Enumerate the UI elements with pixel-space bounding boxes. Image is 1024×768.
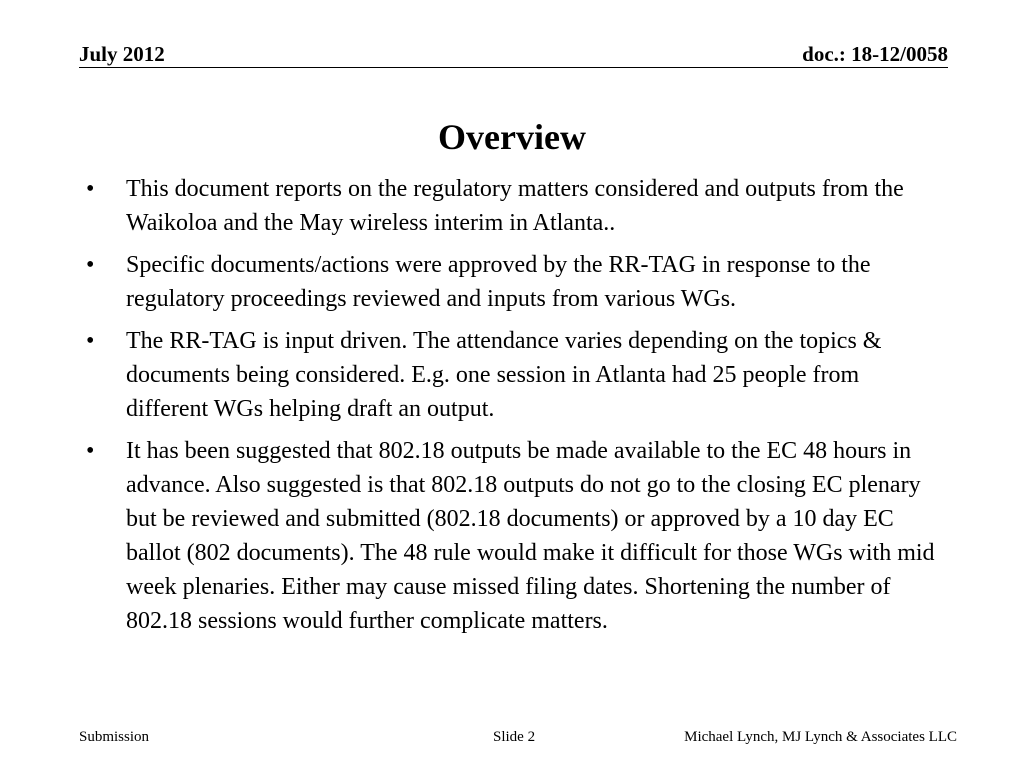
slide-title: Overview [438,117,586,157]
bullet-text: The RR-TAG is input driven. The attendance varies depending on the topics & documents being considered. E.g. one session in Atlanta had 25 people from different WGs helping draft an output. [126,328,882,422]
bullet-marker: • [86,252,95,278]
bullet-text: This document reports on the regulatory matters considered and outputs from the Waikoloa and the May wireless interim in Atlanta.. [126,176,904,236]
bullet-list [84,172,944,646]
bullet-item [84,324,944,426]
bullet-text: It has been suggested that 802.18 outputs be made available to the EC 48 hours in advance. Also suggested is that 802.18 outputs do not go to the closing EC plenary but be reviewed and submitted (802.18 documents) or approved by a 10 day EC ballot (802 documents). The 48 rule would make it difficult for those WGs with mid week plenaries. Either may cause missed filing dates. Shortening the number of 802.18 sessions would further complicate matters. [126,438,935,634]
header-date: July 2012 [79,42,165,66]
header-doc-id: doc.: 18-12/0058 [802,42,948,66]
footer-submission: Submission [79,729,150,745]
bullet-text: Specific documents/actions were approved by the RR-TAG in response to the regulatory proceedings reviewed and inputs from various WGs. [126,252,871,312]
bullet-marker: • [86,328,95,354]
bullet-item [84,248,944,316]
bullet-item [84,172,944,240]
bullet-item [84,434,944,638]
header-divider [79,67,948,68]
bullet-marker: • [86,438,95,464]
footer-slide-number: Slide 2 [493,729,536,745]
footer-author: Michael Lynch, MJ Lynch & Associates LLC [684,729,957,745]
bullet-marker: • [86,176,95,202]
